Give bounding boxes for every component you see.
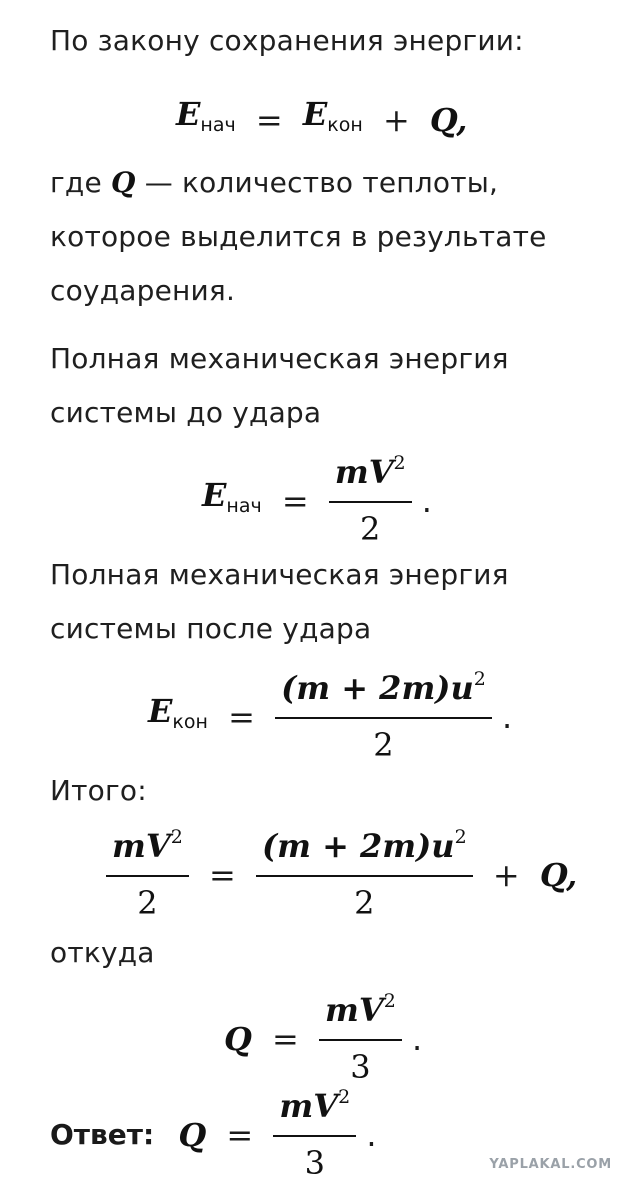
final-energy-text-line-2: системы после удара	[50, 612, 372, 645]
equation-energy-conservation: $E_{нач} = E_{кон} + Q$,	[176, 95, 468, 139]
equation-initial-energy: $E_{нач}$ = $\frac{mV^2}{2}$ .	[202, 452, 432, 548]
equation-final-energy: $E_{кон}$ = $\frac{(m + 2m)u^2}{2}$ .	[148, 668, 513, 764]
summary-label: Итого:	[50, 774, 147, 807]
answer-line: Ответ: Q = $\frac{mV^2}{3}$ .	[50, 1086, 377, 1182]
equation-heat-result: Q = $\frac{mV^2}{3}$ .	[224, 990, 423, 1086]
initial-energy-text-line-2: системы до удара	[50, 396, 322, 429]
q-definition-line-3: соударения.	[50, 274, 236, 307]
q-definition-line-1: где Q — количество теплоты,	[50, 166, 499, 199]
equation-energy-balance: $\frac{mV^2}{2}$ = $\frac{(m + 2m)u^2}{2}$ + Q,	[106, 826, 577, 923]
whence-label: откуда	[50, 936, 155, 969]
answer-label: Ответ:	[50, 1117, 155, 1151]
q-definition-line-2: которое выделится в результате	[50, 220, 547, 253]
watermark: YAPLAKAL.COM	[489, 1157, 612, 1172]
final-energy-text-line-1: Полная механическая энергия	[50, 558, 509, 591]
intro-text: По закону сохранения энергии:	[50, 24, 524, 57]
initial-energy-text-line-1: Полная механическая энергия	[50, 342, 509, 375]
